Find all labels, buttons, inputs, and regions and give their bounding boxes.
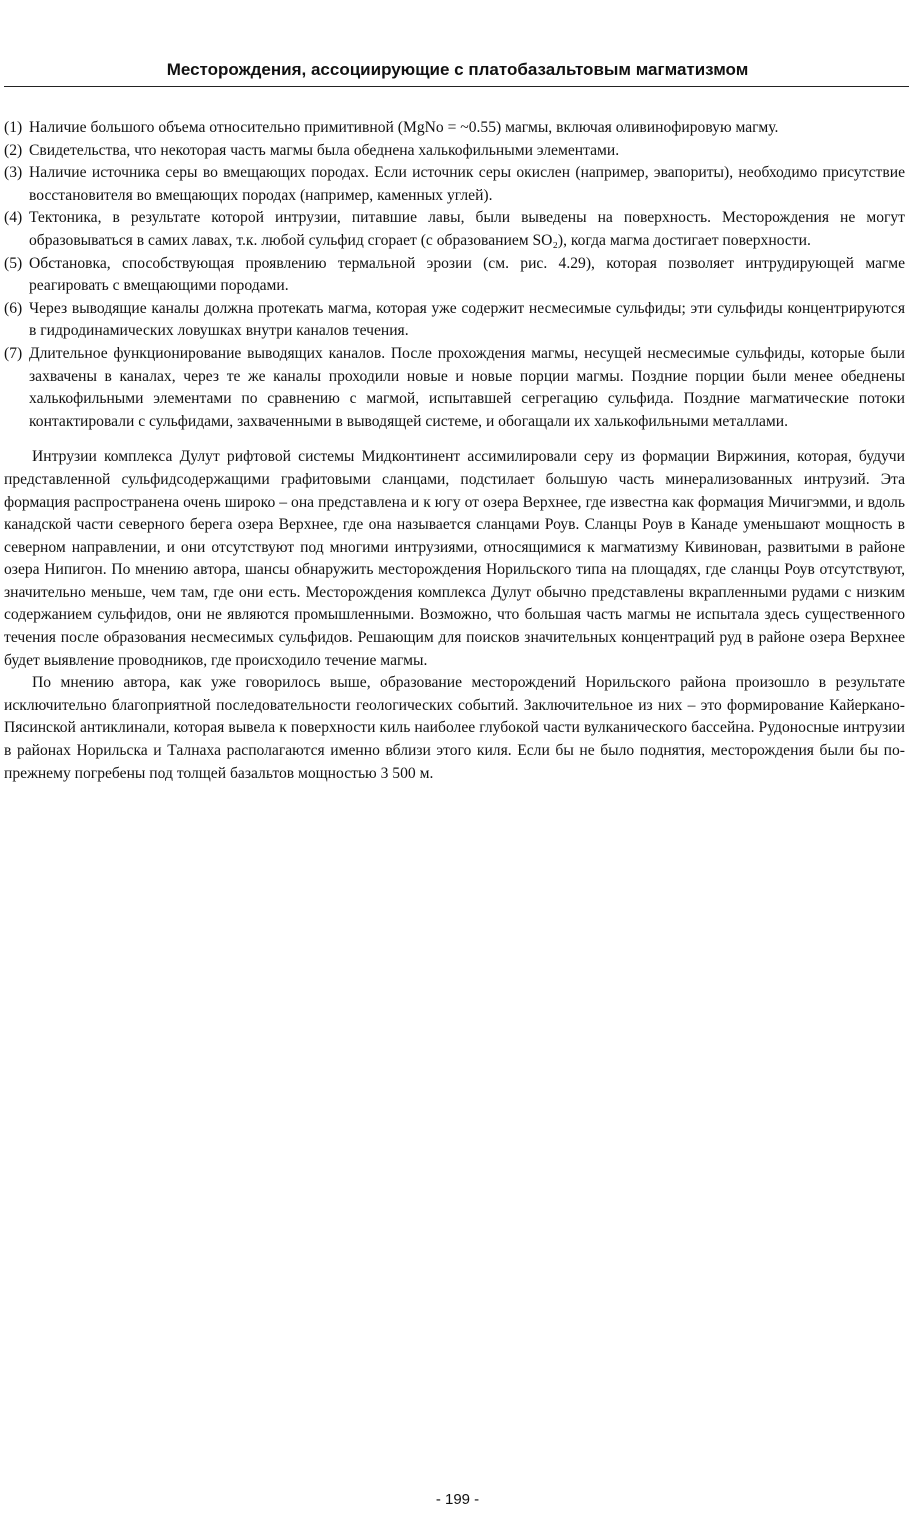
list-item-text: Обстановка, способствующая проявлению термальной эрозии (см. рис. 4.29), которая позволяет интрудирующей магме реагировать с вмещающими породами. — [29, 254, 905, 295]
body-paragraph: По мнению автора, как уже говорилось выше, образование месторождений Норильского района произошло в результате исключительно благоприятной последовательности геологических событий. Заключительное из них – это формирование Кайеркано-Пясинской антиклинали, которая вывела к поверхности киль наиболее глубокой части вулканического бассейна. Рудоносные интрузии в районах Норильска и Талнаха располагаются именно вблизи этого киля. Если бы не было поднятия, месторождения были бы по-прежнему погребены под толщей базальтов мощностью 3 500 м. — [4, 674, 905, 782]
header-divider — [4, 86, 909, 87]
page-body — [4, 117, 905, 785]
list-item — [4, 162, 905, 207]
list-item-number: (1) — [4, 119, 23, 136]
list-item-text: Наличие источника серы во вмещающих породах. Если источник серы окислен (например, эвапориты), необходимо присутствие восстановителя во вмещающих породах (например, каменных углей). — [29, 164, 905, 204]
body-paragraph: Интрузии комплекса Дулут рифтовой системы Мидконтинент ассимилировали серу из формации Виржиния, которая, будучи представленной сульфидсодержащими графитовыми сланцами, подстилает большую часть минерализованных интрузий. Эта формация распространена очень широко – она представлена и к югу от озера Верхнее, где известна как формация Мичигэмми, и вдоль канадской части северного берега озера Верхнее, где она называется сланцами Роув. Сланцы Роув в Канаде уменьшают мощность в северном направлении, и они отсутствуют под многими интрузиями, относящимися к магматизму Кивинован, развитыми в районе озера Нипигон. По мнению автора, шансы обнаружить месторождения Норильского типа на площадях, где сланцы Роув отсутствуют, значительно меньше, чем там, где они есть. Месторождения комплекса Дулут обычно представлены вкрапленными рудами с низким содержанием сульфидов, они не являются промышленными. Возможно, что большая часть магмы не испытала здесь существенного течения после образования несмесимых сульфидов. Решающим для поисков значительных концентраций руд в районе озера Верхнее будет выявление проводников, где происходило течение магмы. — [4, 448, 905, 669]
list-item — [4, 253, 905, 298]
list-item-text: Через выводящие каналы должна протекать магма, которая уже содержит несмесимые сульфиды; эти сульфиды концентрируются в гидродинамических ловушках внутри каналов течения. — [29, 299, 905, 340]
list-item-text: Наличие большого объема относительно примитивной (MgNo = ~0.55) магмы, включая оливинофировую магму. — [29, 119, 779, 136]
list-item-number: (7) — [4, 344, 23, 362]
list-item — [4, 298, 905, 343]
list-item — [4, 207, 905, 252]
list-item-text: Тектоника, в результате которой интрузии, питавшие лавы, были выведены на поверхность. Месторождения не могут образовываться в самих лавах, т.к. любой сульфид сгорает (с образованием SO₂), когда магма достигает поверхности. — [29, 209, 905, 249]
page-number: - 199 - — [435, 1491, 480, 1508]
list-item-number: (2) — [4, 141, 23, 159]
conditions-list — [4, 117, 905, 433]
list-item-text: Свидетельства, что некоторая часть магмы была обеднена халькофильными элементами. — [29, 141, 620, 159]
list-item-number: (5) — [4, 254, 23, 272]
list-item — [4, 117, 905, 140]
running-header: Месторождения, ассоциирующие с платобазальтовым магматизмом — [166, 60, 749, 79]
list-item-number: (6) — [4, 299, 23, 317]
list-item-text: Длительное функционирование выводящих каналов. После прохождения магмы, несущей несмесимые сульфиды, которые были захвачены в каналах, через те же каналы проходили новые и новые порции магмы. Поздние порции были менее обеднены халькофильными элементами по сравнению с магмой, испытавшей сегрегацию сульфида. Поздние магматические потоки контактировали с сульфидами, захваченными в выводящей системе, и обогащали их халькофильными металлами. — [29, 344, 905, 430]
list-item — [4, 343, 905, 433]
list-item-number: (3) — [4, 164, 23, 182]
list-item-number: (4) — [4, 209, 23, 227]
list-item — [4, 140, 905, 163]
